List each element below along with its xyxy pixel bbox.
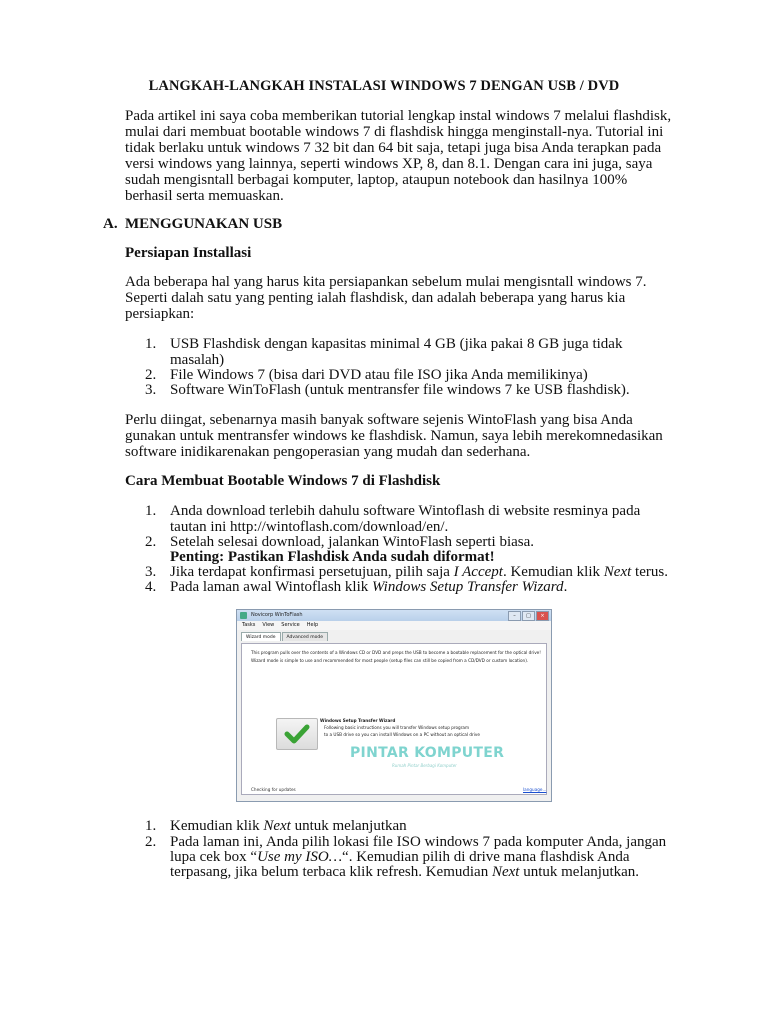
emphasis: Next [491, 864, 520, 880]
list-text: USB Flashdisk dengan kapasitas minimal 4 GB (jika pakai 8 GB juga tidak [170, 336, 623, 352]
list-text [170, 849, 630, 865]
window-body [241, 643, 547, 795]
list-number: 3. [145, 564, 157, 580]
app-icon [240, 612, 247, 619]
menu-item: View [262, 622, 275, 628]
list-text: masalah) [170, 352, 225, 368]
window-title: Novicorp WinToFlash [251, 612, 303, 618]
subheading-bootable: Cara Membuat Bootable Windows 7 di Flashdisk [125, 473, 441, 489]
download-link-text: tautan ini http://wintoflash.com/download/en/. [170, 519, 449, 535]
text-run: lupa cek box “ [170, 849, 258, 865]
note-paragraph [125, 412, 663, 460]
window-titlebar [237, 610, 551, 621]
intro-line: berhasil serta memuaskan. [125, 188, 284, 204]
tab-advanced-mode: Advanced mode [282, 632, 328, 641]
description-text: This program pulls over the contents of a Windows CD or DVD and preps the USB to become a bootable replacement for the optical drive! [251, 650, 541, 655]
list-number: 2. [145, 367, 157, 383]
list-number: 2. [145, 534, 157, 550]
persiapan-line: Seperti dalah satu yang penting ialah flashdisk, dan adalah beberapa yang harus kia [125, 290, 626, 306]
text-run: . Kemudian klik [502, 564, 604, 580]
wizard-description: to a USB drive so you can install Windows on a PC without an optical drive [324, 732, 480, 737]
list-text: Software WinToFlash (untuk mentransfer file windows 7 ke USB flashdisk). [170, 382, 630, 398]
minimize-icon: – [508, 611, 521, 621]
window-menubar [237, 621, 551, 630]
list-text [170, 579, 567, 595]
list-number: 2. [145, 834, 157, 850]
persiapan-paragraph [125, 274, 650, 322]
text-run: Pada laman awal Wintoflash klik [170, 579, 372, 595]
wizard-title: Windows Setup Transfer Wizard [320, 718, 396, 723]
intro-paragraph [125, 108, 672, 204]
persiapan-line: persiapkan: [125, 306, 195, 322]
list-text [170, 864, 639, 880]
close-icon: × [536, 611, 549, 621]
intro-line: mulai dari membuat bootable windows 7 di flashdisk hingga menginstall-nya. Tutorial ini [125, 124, 664, 140]
text-run: terus. [631, 564, 668, 580]
green-check-icon [277, 719, 317, 749]
list-number: 1. [145, 818, 157, 834]
list-text: Pada laman ini, Anda pilih lokasi file ISO windows 7 pada komputer Anda, jangan [170, 834, 667, 850]
intro-line: Pada artikel ini saya coba memberikan tutorial lengkap instal windows 7 melalui flashdisk, [125, 108, 672, 124]
status-text: Checking for updates [251, 787, 296, 792]
list-number: 3. [145, 382, 157, 398]
section-heading: MENGGUNAKAN USB [125, 216, 283, 232]
emphasis: Windows Setup Transfer Wizard [372, 579, 564, 595]
note-line: Perlu diingat, sebenarnya masih banyak software sejenis WintoFlash yang bisa Anda [125, 412, 633, 428]
menu-item: Tasks [242, 622, 256, 628]
list-text [170, 564, 668, 580]
list-text: File Windows 7 (bisa dari DVD atau file ISO jika Anda memilikinya) [170, 367, 588, 383]
intro-line: versi windows yang lainnya, seperti windows XP, 8, dan 8.1. Dengan cara ini juga, saya [125, 156, 653, 172]
list-text [170, 818, 407, 834]
text-run: untuk melanjutkan. [519, 864, 640, 880]
persiapan-line: Ada beberapa hal yang harus kita persiapankan sebelum mulai mengisntall windows 7. [125, 274, 647, 290]
emphasis: Next [263, 818, 291, 834]
note-line: gunakan untuk mentransfer windows ke flashdisk. Namun, saya lebih merekomnedasikan [125, 428, 663, 444]
document-title: LANGKAH-LANGKAH INSTALASI WINDOWS 7 DENGAN USB / DVD [148, 78, 620, 94]
maximize-icon: □ [522, 611, 535, 621]
text-run: Jika terdapat konfirmasi persetujuan, pilih saja [170, 564, 454, 580]
text-run: untuk melanjutkan [290, 818, 407, 834]
intro-line: sudah mengisntall berbagai komputer, laptop, ataupun notebook dan hasilnya 100% [125, 172, 628, 188]
important-note: Penting: Pastikan Flashdisk Anda sudah diformat! [170, 549, 495, 565]
window-controls [508, 611, 549, 621]
wizard-button [276, 718, 318, 750]
description-text: Wizard mode is simple to use and recommended for most people (setup files can still be copied from a CD/DVD or custom location). [251, 658, 529, 663]
emphasis: Next [603, 564, 632, 580]
text-run: terpasang, jika belum terbaca klik refresh. Kemudian [170, 864, 492, 880]
text-run: Kemudian klik [170, 818, 264, 834]
section-letter: A. [103, 216, 118, 232]
watermark-subtitle: Rumah Pintar Berbagi Komputer [392, 763, 457, 768]
wintoflash-screenshot [236, 609, 552, 802]
text-run: “. Kemudian pilih di drive mana flashdisk Anda [342, 849, 630, 865]
window-tabs [237, 632, 551, 641]
subheading-persiapan: Persiapan Installasi [125, 245, 252, 261]
list-number: 1. [145, 336, 157, 352]
emphasis: I Accept [453, 564, 503, 580]
watermark: PINTAR KOMPUTER [350, 745, 505, 761]
emphasis: Use my ISO… [257, 849, 343, 865]
menu-item: Help [306, 622, 319, 628]
wizard-description: Following basic instructions you will transfer Windows setup program [324, 725, 470, 730]
list-number: 4. [145, 579, 157, 595]
intro-line: tidak berlaku untuk windows 7 32 bit dan 64 bit saja, tetapi juga bisa Anda terapkan pada [125, 140, 662, 156]
language-link: language... [523, 787, 547, 792]
list-text: Anda download terlebih dahulu software Wintoflash di website resminya pada [170, 503, 641, 519]
text-run: . [563, 579, 568, 595]
list-number: 1. [145, 503, 157, 519]
tab-wizard-mode: Wizard mode [241, 632, 281, 641]
menu-item: Service [281, 622, 300, 628]
list-text: Setelah selesai download, jalankan WintoFlash seperti biasa. [170, 534, 535, 550]
note-line: software inidikarenakan pengoperasian yang mudah dan sederhana. [125, 444, 531, 460]
